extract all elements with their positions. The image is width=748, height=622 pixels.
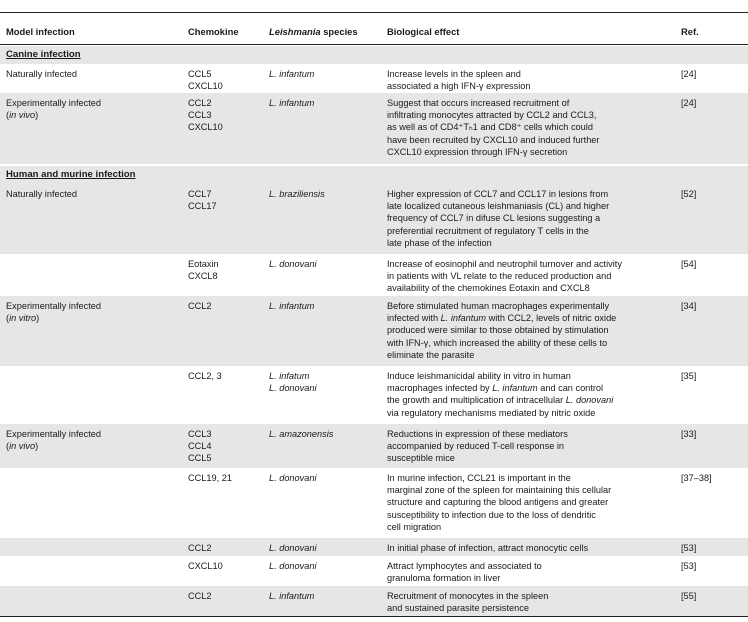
section-header [0, 166, 748, 184]
cell-chemokine: CCL2 [188, 301, 212, 311]
cell-chemokine: CXCL10 [188, 561, 223, 571]
cell-biological-effect: Attract lymphocytes and associated to granuloma formation in liver [387, 561, 542, 584]
cell-chemokine: CCL19, 21 [188, 473, 232, 483]
cell-leishmania-species: L. amazonensis [269, 429, 334, 439]
cell-ref: [53] [681, 543, 697, 553]
table-header-rule [0, 44, 748, 45]
table-header-row [0, 26, 748, 40]
table-row [0, 538, 748, 556]
header-chemokine: Chemokine [188, 26, 239, 37]
header-leishmania-species [269, 26, 358, 37]
cell-leishmania-species: L. infatum L. donovani [269, 371, 317, 394]
cell-biological-effect: Higher expression of CCL7 and CCL17 in lesions from late localized cutaneous leishmaniasis (CL) and higher frequency of CCL7 in difuse CL lesions suggesting a preferential recruitment of regulatory T cells in the late phase of the infection [387, 189, 610, 248]
cell-ref: [55] [681, 591, 697, 601]
cell-chemokine: CCL2 [188, 591, 212, 601]
table-row [0, 586, 748, 616]
cell-biological-effect: Increase levels in the spleen and associated a high IFN-γ expression [387, 69, 531, 92]
cell-chemokine: Eotaxin CXCL8 [188, 259, 219, 282]
table-row [0, 556, 748, 586]
cell-ref: [52] [681, 189, 697, 199]
section-title: Human and murine infection [6, 169, 136, 180]
cell-biological-effect: Before stimulated human macrophages experimentally infected with L. infantum with CCL2, levels of nitric oxide produced were similar to those obtained by stimulation with IFN-γ, which increased the ability of these cells to eliminate the parasite [387, 301, 617, 360]
cell-model-infection: Naturally infected [6, 69, 77, 79]
cell-chemokine: CCL5 CXCL10 [188, 69, 223, 92]
cell-biological-effect: In murine infection, CCL21 is important in the marginal zone of the spleen for maintaining this cellular structure and capturing the blood antigens and greater susceptibility to infection due to the loss of dendritic cell migration [387, 473, 612, 532]
header-biological-effect: Biological effect [387, 26, 460, 37]
cell-leishmania-species: L. infantum [269, 98, 315, 108]
cell-biological-effect: Reductions in expression of these mediators accompanied by reduced T-cell response in susceptible mice [387, 429, 568, 464]
cell-ref: [34] [681, 301, 697, 311]
cell-model-infection: Experimentally infected (in vivo) [6, 98, 101, 121]
cell-leishmania-species: L. donovani [269, 561, 317, 571]
cell-biological-effect: Suggest that occurs increased recruitment of infiltrating monocytes attracted by CCL2 and CCL3, as well as of CD4⁺Tₕ1 and CD8⁺ cells which could have been recruited by CXCL10 and induced further CXCL10 expression through IFN-γ secretion [387, 98, 600, 157]
table-row [0, 424, 748, 468]
cell-chemokine: CCL7 CCL17 [188, 189, 217, 212]
table-row [0, 64, 748, 93]
cell-leishmania-species: L. donovani [269, 543, 317, 553]
table-row [0, 366, 748, 424]
cell-ref: [24] [681, 69, 697, 79]
table-top-rule [0, 12, 748, 13]
header-model-infection: Model infection [6, 26, 75, 37]
cell-ref: [33] [681, 429, 697, 439]
cell-biological-effect: Induce leishmanicidal ability in vitro in human macrophages infected by L. infantum and can control the growth and multiplication of intracellular L. donovani via regulatory mechanisms mediated by nitric oxide [387, 371, 614, 418]
table-row [0, 296, 748, 366]
cell-ref: [54] [681, 259, 697, 269]
cell-model-infection: Experimentally infected (in vitro) [6, 301, 101, 324]
table-row [0, 93, 748, 164]
table-bottom-rule [0, 616, 748, 617]
cell-ref: [53] [681, 561, 697, 571]
cell-model-infection: Naturally infected [6, 189, 77, 199]
cell-leishmania-species: L. infantum [269, 69, 315, 79]
section-title: Canine infection [6, 49, 81, 60]
cell-model-infection: Experimentally infected (in vivo) [6, 429, 101, 452]
cell-leishmania-species: L. infantum [269, 591, 315, 601]
cell-chemokine: CCL2 CCL3 CXCL10 [188, 98, 223, 133]
cell-biological-effect: Recruitment of monocytes in the spleen and sustained parasite persistence [387, 591, 549, 614]
cell-chemokine: CCL3 CCL4 CCL5 [188, 429, 212, 464]
cell-chemokine: CCL2 [188, 543, 212, 553]
cell-leishmania-species: L. donovani [269, 473, 317, 483]
cell-biological-effect: Increase of eosinophil and neutrophil turnover and activity in patients with VL relate to the reduced production and availability of the chemokines Eotaxin and CXCL8 [387, 259, 622, 294]
table-row [0, 184, 748, 254]
cell-chemokine: CCL2, 3 [188, 371, 222, 381]
header-species-genus: Leishmania [269, 26, 321, 37]
cell-biological-effect: In initial phase of infection, attract monocytic cells [387, 543, 589, 553]
cell-leishmania-species: L. donovani [269, 259, 317, 269]
cell-ref: [24] [681, 98, 697, 108]
cell-ref: [35] [681, 371, 697, 381]
cell-leishmania-species: L. braziliensis [269, 189, 325, 199]
cell-ref: [37–38] [681, 473, 712, 483]
cell-leishmania-species: L. infantum [269, 301, 315, 311]
header-species-suffix: species [320, 26, 358, 37]
table-row [0, 468, 748, 538]
header-ref: Ref. [681, 26, 699, 37]
section-header [0, 46, 748, 64]
table-row [0, 254, 748, 296]
